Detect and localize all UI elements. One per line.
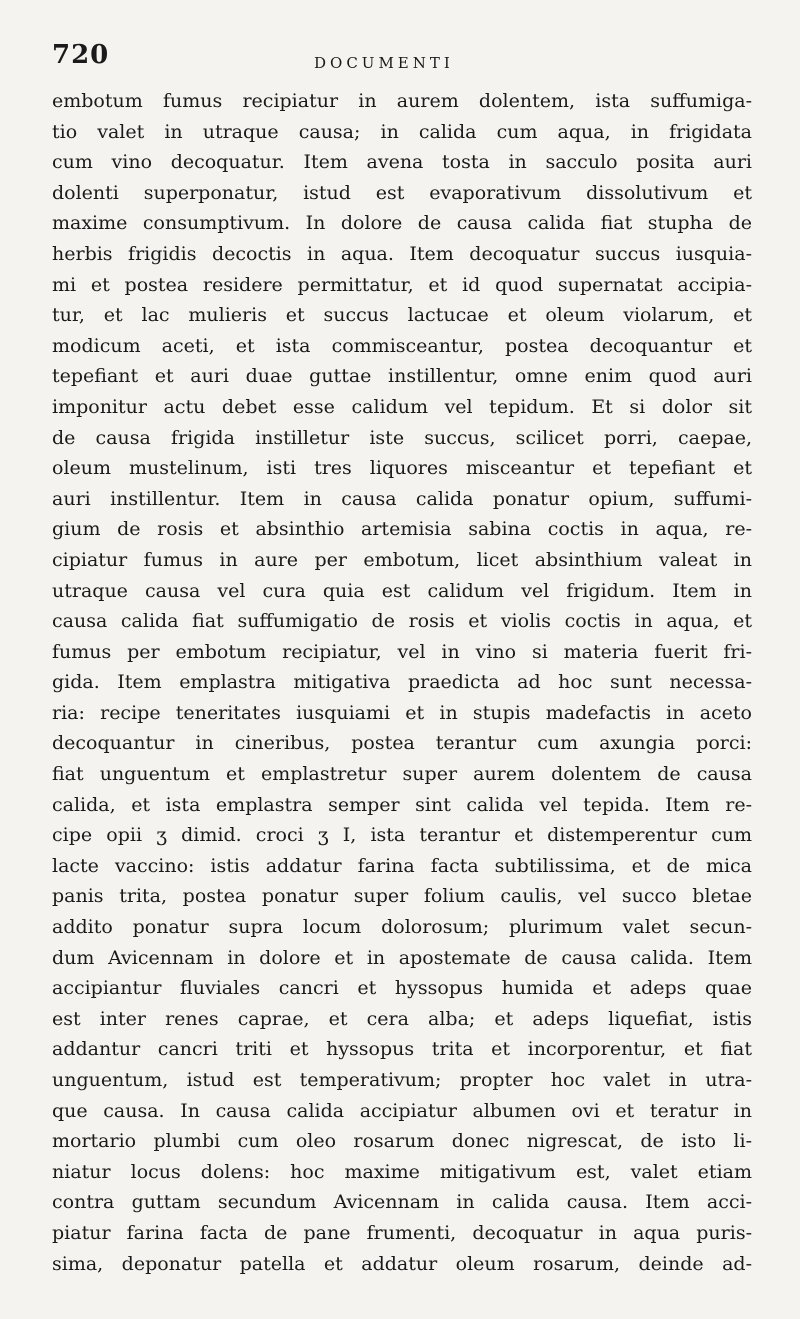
text-line: cipiatur fumus in aure per embotum, licet absinthium valeat in xyxy=(52,548,752,571)
text-line: est inter renes caprae, et cera alba; et adeps liquefiat, istis xyxy=(52,1007,752,1030)
running-head: DOCUMENTI xyxy=(314,54,454,72)
text-line: que causa. In causa calida accipiatur albumen ovi et teratur in xyxy=(52,1099,752,1122)
page-header xyxy=(52,40,752,82)
text-line: de causa frigida instilletur iste succus, scilicet porri, caepae, xyxy=(52,426,752,449)
text-line: maxime consumptivum. In dolore de causa calida fiat stupha de xyxy=(52,212,752,235)
text-line: utraque causa vel cura quia est calidum vel frigidum. Item in xyxy=(52,579,752,602)
text-line: fiat unguentum et emplastretur super aurem dolentem de causa xyxy=(52,763,752,786)
text-line: imponitur actu debet esse calidum vel tepidum. Et si dolor sit xyxy=(52,395,752,418)
text-line: calida, et ista emplastra semper sint calida vel tepida. Item re- xyxy=(52,793,752,816)
text-line: embotum fumus recipiatur in aurem dolentem, ista suffumiga- xyxy=(52,90,752,112)
text-line: addantur cancri triti et hyssopus trita et incorporentur, et fiat xyxy=(52,1038,752,1061)
text-line: mi et postea residere permittatur, et id quod supernatat accipia- xyxy=(52,273,752,296)
text-line: ria: recipe teneritates iusquiami et in stupis madefactis in aceto xyxy=(52,701,752,724)
text-line: auri instillentur. Item in causa calida ponatur opium, suffumi- xyxy=(52,487,752,510)
text-line: oleum mustelinum, isti tres liquores misceantur et tepefiant et xyxy=(52,457,752,480)
text-line: tepefiant et auri duae guttae instillentur, omne enim quod auri xyxy=(52,365,752,388)
body-text xyxy=(52,86,752,1279)
text-line: modicum aceti, et ista commisceantur, postea decoquantur et xyxy=(52,334,752,357)
text-line: piatur farina facta de pane frumenti, decoquatur in aqua puris- xyxy=(52,1221,752,1244)
text-line: causa calida fiat suffumigatio de rosis et violis coctis in aqua, et xyxy=(52,610,752,633)
text-line: mortario plumbi cum oleo rosarum donec nigrescat, de isto li- xyxy=(52,1130,752,1153)
text-line: tio valet in utraque causa; in calida cum aqua, in frigidata xyxy=(52,120,752,143)
text-line: accipiantur fluviales cancri et hyssopus humida et adeps quae xyxy=(52,977,752,1000)
text-line: contra guttam secundum Avicennam in calida causa. Item acci- xyxy=(52,1191,752,1214)
page-number: 720 xyxy=(52,40,110,70)
text-line: addito ponatur supra locum dolorosum; plurimum valet secun- xyxy=(52,916,752,939)
text-line: cum vino decoquatur. Item avena tosta in sacculo posita auri xyxy=(52,151,752,174)
text-line: dum Avicennam in dolore et in apostemate de causa calida. Item xyxy=(52,946,752,969)
text-line: cipe opii ʒ dimid. croci ʒ I, ista terantur et distemperentur cum xyxy=(52,824,752,847)
text-line: gida. Item emplastra mitigativa praedicta ad hoc sunt necessa- xyxy=(52,671,752,694)
text-line: unguentum, istud est temperativum; propter hoc valet in utra- xyxy=(52,1069,752,1091)
text-line: sima, deponatur patella et addatur oleum rosarum, deinde ad- xyxy=(52,1252,752,1275)
text-line: tur, et lac mulieris et succus lactucae et oleum violarum, et xyxy=(52,304,752,327)
text-line: decoquantur in cineribus, postea terantur cum axungia porci: xyxy=(52,732,752,755)
text-line: fumus per embotum recipiatur, vel in vino si materia fuerit fri- xyxy=(52,640,752,663)
text-line: dolenti superponatur, istud est evaporativum dissolutivum et xyxy=(52,181,752,204)
text-line: lacte vaccino: istis addatur farina facta subtilissima, et de mica xyxy=(52,854,752,877)
text-line: herbis frigidis decoctis in aqua. Item decoquatur succus iusquia- xyxy=(52,242,752,265)
text-line: gium de rosis et absinthio artemisia sabina coctis in aqua, re- xyxy=(52,518,752,541)
text-line: niatur locus dolens: hoc maxime mitigativum est, valet etiam xyxy=(52,1160,752,1183)
text-line: panis trita, postea ponatur super folium caulis, vel succo bletae xyxy=(52,885,752,908)
